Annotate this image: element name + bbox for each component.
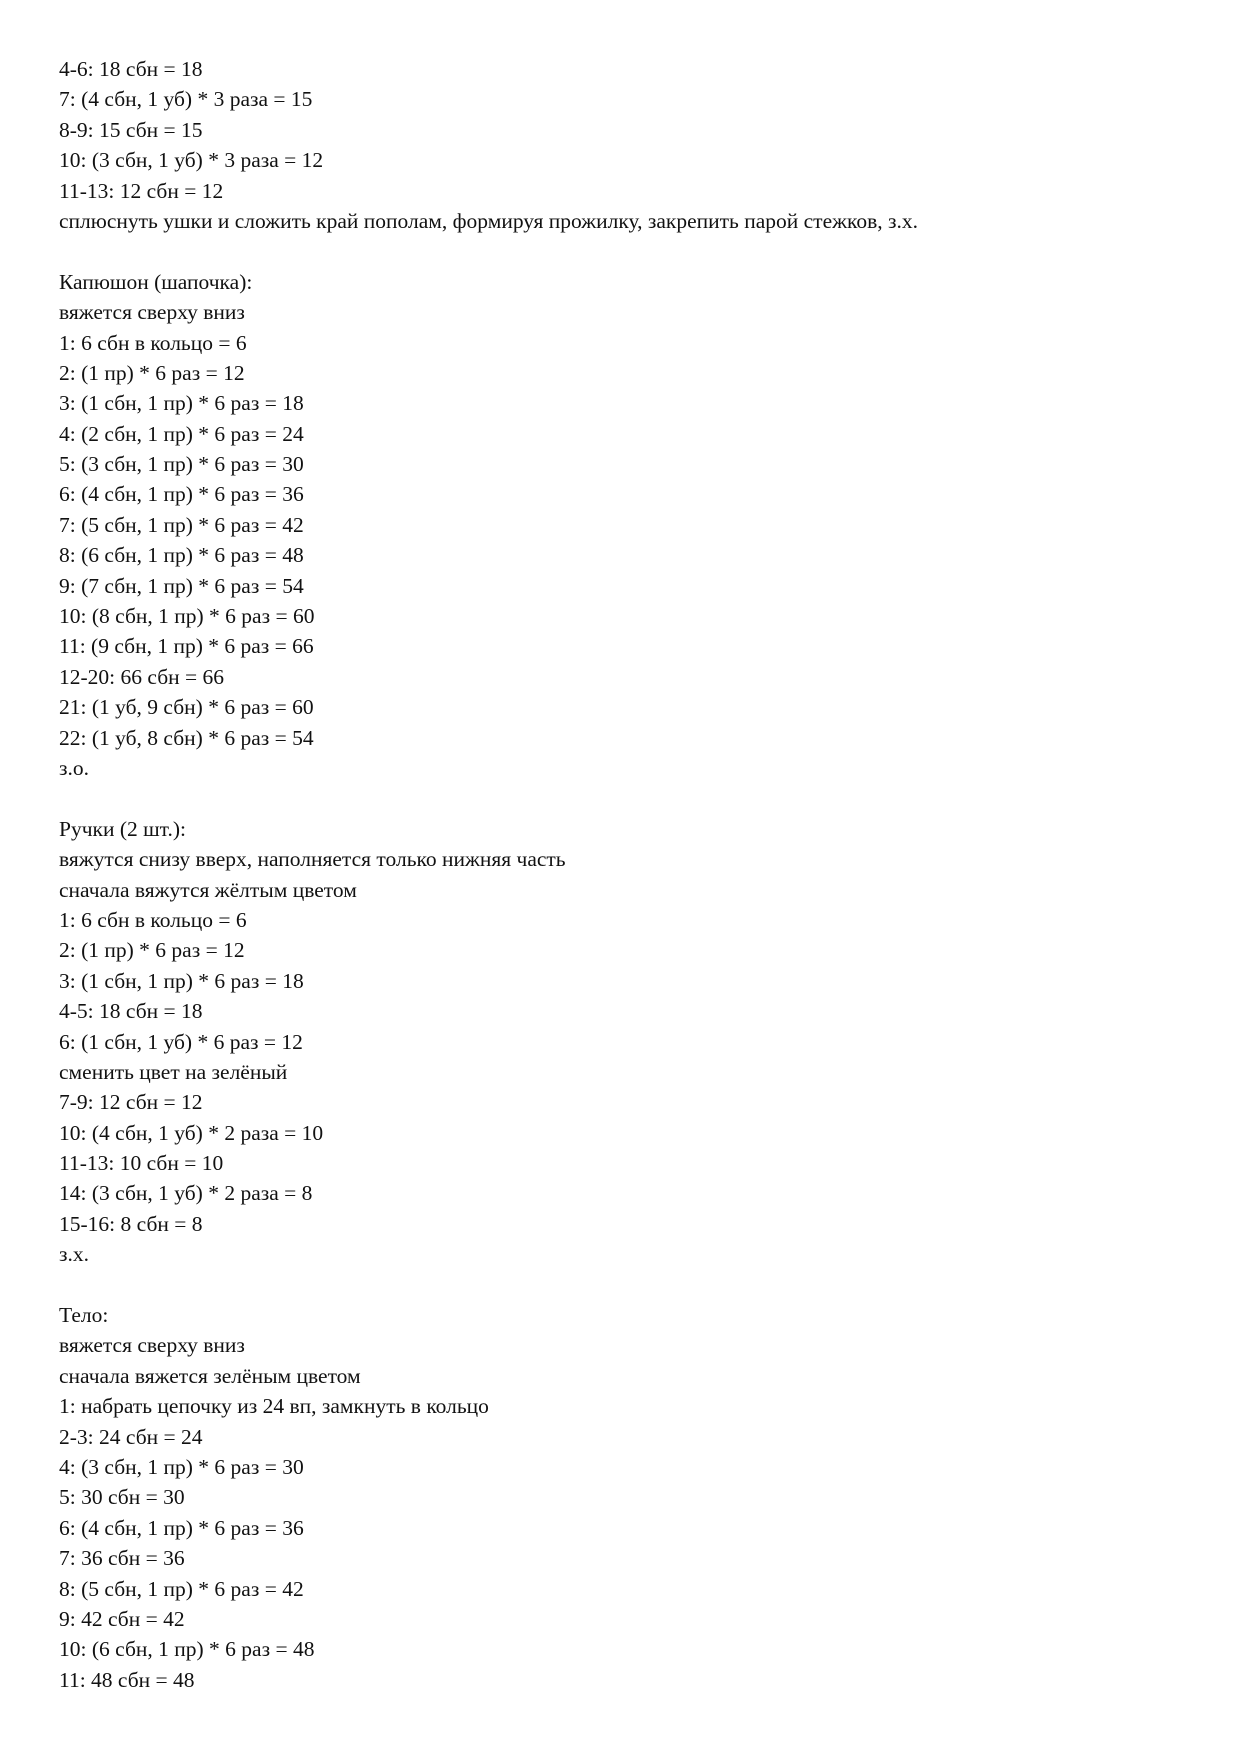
text-line: 1: 6 сбн в кольцо = 6 xyxy=(59,330,247,355)
paragraph-gap xyxy=(59,1270,1199,1300)
text-line: 11-13: 10 сбн = 10 xyxy=(59,1151,224,1176)
section-arms xyxy=(59,814,1199,1270)
text-line: 1: 6 сбн в кольцо = 6 xyxy=(59,907,247,932)
text-line: 15-16: 8 сбн = 8 xyxy=(59,1211,203,1236)
section-title-body: Тело: xyxy=(59,1303,109,1328)
text-line: 11: (9 сбн, 1 пр) * 6 раз = 66 xyxy=(59,634,314,659)
document-page xyxy=(59,54,1199,1695)
text-line: 8: (6 сбн, 1 пр) * 6 раз = 48 xyxy=(59,543,304,568)
text-line: 9: (7 сбн, 1 пр) * 6 раз = 54 xyxy=(59,573,304,598)
text-line: 10: (4 сбн, 1 уб) * 2 раза = 10 xyxy=(59,1120,324,1145)
text-line: 6: (1 сбн, 1 уб) * 6 раз = 12 xyxy=(59,1029,303,1054)
text-line: 2: (1 пр) * 6 раз = 12 xyxy=(59,938,245,963)
text-line: 6: (4 сбн, 1 пр) * 6 раз = 36 xyxy=(59,1515,304,1540)
text-line: 2-3: 24 сбн = 24 xyxy=(59,1424,203,1449)
section-hood xyxy=(59,267,1199,784)
text-line: 5: (3 сбн, 1 пр) * 6 раз = 30 xyxy=(59,452,304,477)
section-ears xyxy=(59,54,1199,236)
text-line: 8: (5 сбн, 1 пр) * 6 раз = 42 xyxy=(59,1576,304,1601)
section-title-hood: Капюшон (шапочка): xyxy=(59,269,253,294)
text-line: 7: 36 сбн = 36 xyxy=(59,1546,185,1571)
text-line: 8-9: 15 сбн = 15 xyxy=(59,117,203,142)
text-line: 9: 42 сбн = 42 xyxy=(59,1606,185,1631)
text-line: вяжется сверху вниз xyxy=(59,300,245,325)
text-line: 21: (1 уб, 9 сбн) * 6 раз = 60 xyxy=(59,695,314,720)
text-line: 7-9: 12 сбн = 12 xyxy=(59,1090,203,1115)
text-line: з.х. xyxy=(59,1242,89,1267)
text-line: 12-20: 66 сбн = 66 xyxy=(59,664,225,689)
text-line: 10: (8 сбн, 1 пр) * 6 раз = 60 xyxy=(59,604,315,629)
section-title-arms: Ручки (2 шт.): xyxy=(59,816,186,841)
text-line: 10: (6 сбн, 1 пр) * 6 раз = 48 xyxy=(59,1637,315,1662)
text-line: 7: (4 сбн, 1 уб) * 3 раза = 15 xyxy=(59,87,313,112)
section-body xyxy=(59,1300,1199,1695)
text-line: 7: (5 сбн, 1 пр) * 6 раз = 42 xyxy=(59,512,304,537)
text-line: сначала вяжутся жёлтым цветом xyxy=(59,877,357,902)
text-line: 14: (3 сбн, 1 уб) * 2 раза = 8 xyxy=(59,1181,313,1206)
text-line: 10: (3 сбн, 1 уб) * 3 раза = 12 xyxy=(59,148,324,173)
text-line: 4-6: 18 сбн = 18 xyxy=(59,57,203,81)
paragraph-gap xyxy=(59,783,1199,813)
text-line: 4-5: 18 сбн = 18 xyxy=(59,999,203,1024)
paragraph-gap xyxy=(59,236,1199,266)
text-line: 1: набрать цепочку из 24 вп, замкнуть в кольцо xyxy=(59,1394,489,1419)
text-line: 5: 30 сбн = 30 xyxy=(59,1485,185,1510)
text-line: сплюснуть ушки и сложить край пополам, формируя прожилку, закрепить парой стежков, з.х. xyxy=(59,208,918,233)
text-line: 4: (3 сбн, 1 пр) * 6 раз = 30 xyxy=(59,1454,304,1479)
text-line: сменить цвет на зелёный xyxy=(59,1059,288,1084)
text-line: вяжется сверху вниз xyxy=(59,1333,245,1358)
text-line: вяжутся снизу вверх, наполняется только нижняя часть xyxy=(59,847,566,872)
text-line: 4: (2 сбн, 1 пр) * 6 раз = 24 xyxy=(59,421,304,446)
text-line: 3: (1 сбн, 1 пр) * 6 раз = 18 xyxy=(59,968,304,993)
text-line: 22: (1 уб, 8 сбн) * 6 раз = 54 xyxy=(59,725,314,750)
text-line: 2: (1 пр) * 6 раз = 12 xyxy=(59,360,245,385)
text-line: сначала вяжется зелёным цветом xyxy=(59,1363,361,1388)
text-line: з.о. xyxy=(59,755,89,780)
text-line: 3: (1 сбн, 1 пр) * 6 раз = 18 xyxy=(59,391,304,416)
text-line: 11-13: 12 сбн = 12 xyxy=(59,178,224,203)
text-line: 11: 48 сбн = 48 xyxy=(59,1667,195,1692)
text-line: 6: (4 сбн, 1 пр) * 6 раз = 36 xyxy=(59,482,304,507)
